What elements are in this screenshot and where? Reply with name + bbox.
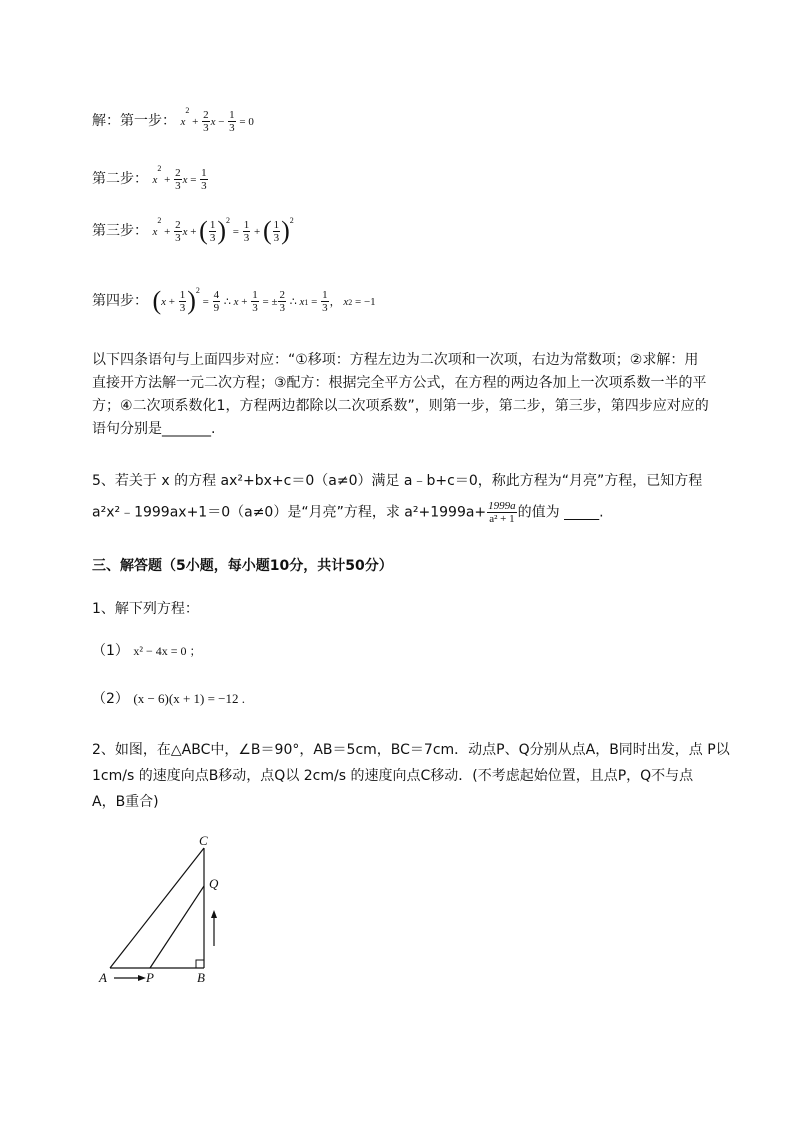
question-5-line-2 <box>92 500 604 525</box>
step-2-line <box>92 164 209 192</box>
problem-1-title: 1、解下列方程： <box>92 601 199 617</box>
step-2-expression: $x^2$ + $\frac{2}{3}$ x = $\frac{1}{3}$ <box>152 164 207 192</box>
problem-2-line-3: A，B重合) <box>92 794 159 810</box>
fraction-denominator: a² + 1 <box>489 513 515 525</box>
question-5-expression-end: 的值为 _____. <box>517 504 604 521</box>
step-2-label: 第二步： <box>92 171 148 187</box>
section-3-heading: 三、解答题（5小题，每小题10分，共计50分） <box>92 558 393 574</box>
solution-intro: 解： <box>92 113 120 129</box>
question-4-text: 以下四条语句与上面四步对应：“①移项：方程左边为二次项和一次项，右边为常数项；②求解：用直接开方法解一元二次方程；③配方：根据完全平方公式，在方程的两边各加上一次项系数一半的平方；④二次项系数化1，方程两边都除以二次项系数”，则第一步，第二步，第三步，第四步应对应的语句分别是_______. <box>92 352 709 437</box>
problem-2-line-2: 1cm/s 的速度向点B移动，点Q以 2cm/s 的速度向点C移动．(不考虑起始位置，且点P，Q不与点 <box>92 768 694 784</box>
step-1-label: 第一步： <box>120 113 176 129</box>
label-b: B <box>197 970 205 985</box>
problem-1-part-2 <box>92 688 245 708</box>
step-1-expression: $x^2$ + $\frac{2}{3}$ x − $\frac{1}{3}$ = 0 <box>180 106 254 134</box>
arrow-p-head <box>138 975 146 981</box>
part-1-label: （1） <box>92 643 129 659</box>
fraction-numerator: 1999a <box>488 500 516 512</box>
step-3-line <box>92 216 294 244</box>
problem-2-line-1: 2、如图，在△ABC中，∠B＝90°，AB＝5cm，BC＝7cm．动点P、Q分别从点A，B同时出发，点 P以 <box>92 742 730 758</box>
part-1-expression: x² − 4x = 0 ； <box>133 644 202 658</box>
part-2-expression: (x − 6)(x + 1) = −12 . <box>133 691 246 706</box>
step-4-label: 第四步： <box>92 293 148 309</box>
label-p: P <box>146 970 154 985</box>
label-c: C <box>199 833 208 848</box>
step-3-label: 第三步： <box>92 223 148 239</box>
question-5-line-1: 5、若关于 x 的方程 ax²+bx+c＝0（a≠0）满足 a﹣b+c＝0，称此方程为“月亮”方程，已知方程 <box>92 473 703 489</box>
triangle-figure <box>90 828 230 988</box>
right-angle-mark <box>196 960 204 968</box>
label-q: Q <box>209 876 219 891</box>
question-5-fraction <box>487 500 517 525</box>
arrow-q-head <box>211 910 217 918</box>
label-a: A <box>99 970 107 985</box>
problem-1-part-1 <box>92 640 202 660</box>
step-1-line <box>92 106 254 134</box>
part-2-label: （2） <box>92 691 129 707</box>
question-5-expression-start: a²x²﹣1999ax+1＝0（a≠0）是“月亮”方程，求 a²+1999a+ <box>92 504 487 521</box>
step-4-line <box>92 286 376 314</box>
step-4-expression: (x + $\frac{1}{3}$ )$^2$ = $\frac{4}{9}$ ∴ x + $\frac{1}{3}$ = ± $\frac{2}{3}$ ∴ x1 = $\frac{1}{3}$ ， x2 = −1 <box>152 286 376 315</box>
step-3-expression: $x^2$ + $\frac{2}{3}$ x + ( $\frac{1}{3}$ )$^2$ = $\frac{1}{3}$ + ( $\frac{1}{3}$ )$^2$ <box>152 216 294 245</box>
segment-pq <box>150 886 204 968</box>
